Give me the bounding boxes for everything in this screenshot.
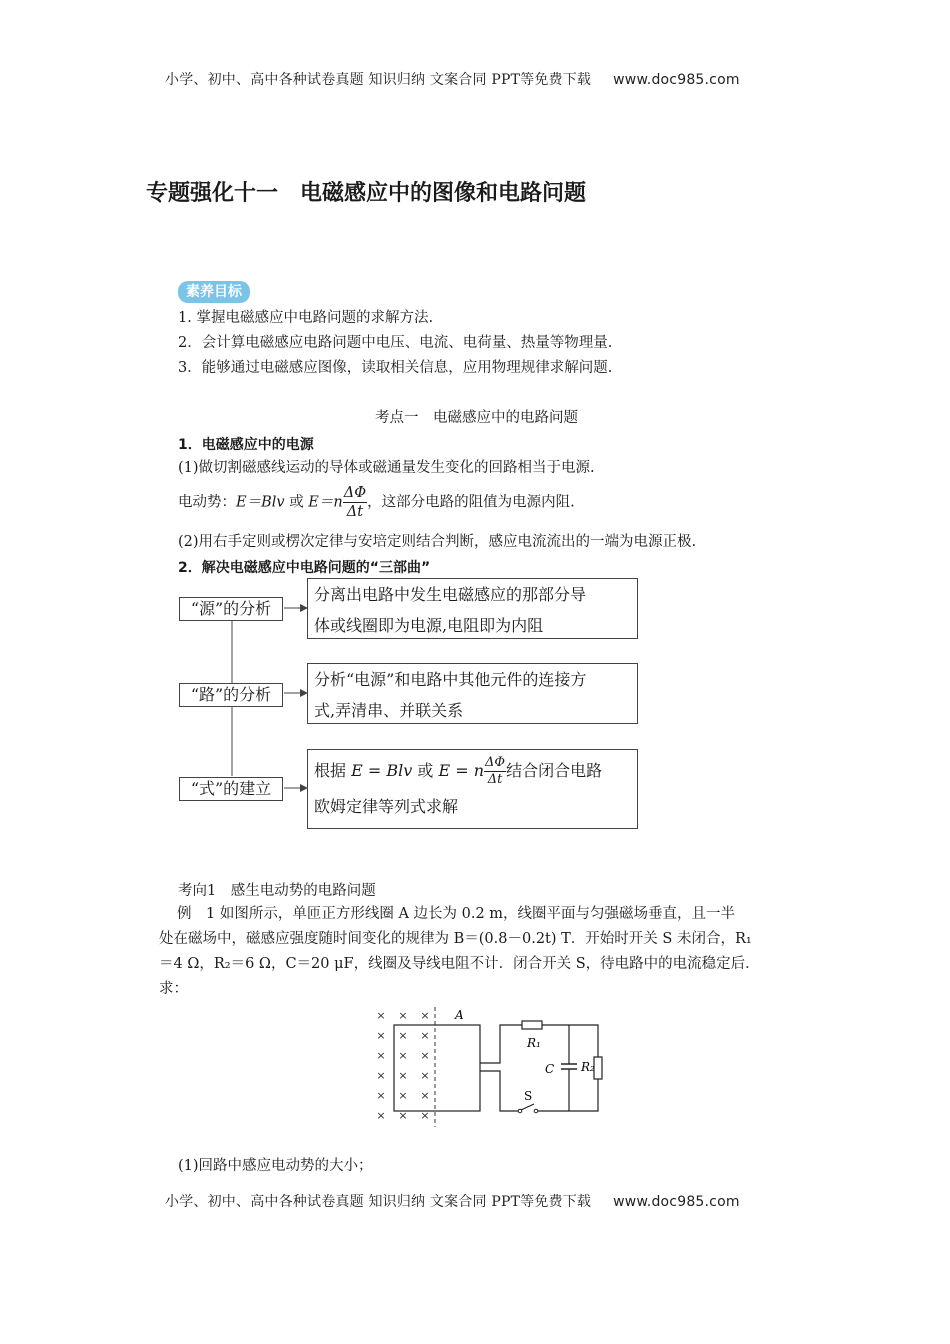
field-x-mark: × [420,1009,430,1022]
header-text: 小学、初中、高中各种试卷真题 知识归纳 文案合同 PPT等免费下载 [165,72,592,88]
section1-line3: (2)用右手定则或楞次定律与安培定则结合判断，感应电流流出的一端为电源正极. [178,534,697,550]
flow-right-3-line-2: 欧姆定律等列式求解 [314,797,459,816]
emf-or: 或 [289,494,304,511]
emf-prefix: 电动势： [178,494,236,511]
emf-fraction [343,484,367,521]
field-x-mark: × [398,1009,408,1022]
page-footer [165,1191,740,1211]
resistor-R1 [522,1021,542,1029]
frac-numerator: ΔΦ [343,485,367,501]
flow-left-box-1: “源”的分析 [179,597,283,621]
field-x-mark: × [376,1069,386,1082]
s-label: S [524,1089,533,1103]
flow-right-1-line-2: 体或线圈即为电源,电阻即为内阻 [314,616,544,635]
flow-right-box-2 [307,663,638,724]
footer-text: 小学、初中、高中各种试卷真题 知识归纳 文案合同 PPT等免费下载 [165,1194,592,1210]
field-x-mark: × [376,1049,386,1062]
field-x-mark: × [420,1029,430,1042]
example-text [159,902,849,1002]
footer-url[interactable]: www.doc985.com [613,1194,740,1210]
flow-right-3-formula-2: E = n [438,761,485,780]
section2-heading: 2．解决电磁感应中电路问题的“三部曲” [178,560,431,576]
field-x-mark: × [420,1069,430,1082]
c-label: C [545,1062,555,1076]
flow-right-2-line-1: 分析“电源”和电路中其他元件的连接方 [314,670,587,689]
wire-bottom-right [569,1079,598,1111]
emf-formula-2: E＝n [308,494,343,511]
goals-badge: 素养目标 [178,281,250,303]
flow-left-box-3: “式”的建立 [179,777,283,801]
circuit-svg [370,1005,610,1130]
flow-frac-numerator: ΔΦ [485,755,506,770]
field-x-mark: × [420,1049,430,1062]
field-x-mark: × [376,1009,386,1022]
field-x-mark: × [398,1109,408,1122]
flow-arrowhead-3 [300,784,308,792]
flow-arrowhead-2 [300,689,308,697]
goal-item-1: 1. 掌握电磁感应中电路问题的求解方法. [178,310,434,326]
example-line-4: 求： [159,981,188,997]
field-x-mark: × [398,1069,408,1082]
question-1: (1)回路中感应电动势的大小； [178,1158,373,1174]
flow-right-3-line-1 [314,750,631,792]
kaoxiang-title: 考向1 感生电动势的电路问题 [178,883,376,899]
flow-right-2-line-2: 式,弄清串、并联关系 [314,701,464,720]
field-x-mark: × [398,1049,408,1062]
goal-item-3: 3．能够通过电磁感应图像，读取相关信息，应用物理规律求解问题. [178,360,613,376]
field-x-mark: × [420,1109,430,1122]
r2-label: R₂ [581,1060,595,1074]
flow-right-1-line-1: 分离出电路中发生电磁感应的那部分导 [314,585,587,604]
resistor-R2 [594,1057,602,1079]
coil-label: A [455,1008,464,1022]
example-line-1: 例 1 如图所示，单匝正方形线圈 A 边长为 0.2 m，线圈平面与匀强磁场垂直，且一半 [177,906,736,922]
emf-formula-1: E＝Blv [236,494,285,511]
example-line-3: ＝4 Ω，R₂＝6 Ω，C＝20 μF，线圈及导线电阻不计．闭合开关 S，待电路中的电流稳定后． [159,956,760,972]
kaodian-title: 考点一 电磁感应中的电路问题 [375,410,578,426]
section1-line1: (1)做切割磁感线运动的导体或磁通量发生变化的回路相当于电源. [178,460,595,476]
wire-top [480,1025,522,1063]
flow-right-3-suffix: 结合闭合电路 [506,761,603,780]
flow-right-3-formula-1: E = Blv [351,761,413,780]
field-x-mark: × [420,1089,430,1102]
section1-heading: 1．电磁感应中的电源 [178,437,314,453]
emf-suffix: ，这部分电路的阻值为电源内阻. [367,494,575,511]
flow-right-3-prefix: 根据 [314,761,352,780]
flow-right-3-fraction [484,755,506,788]
page-title: 专题强化十一 电磁感应中的图像和电路问题 [146,181,587,206]
flow-arrowhead-1 [300,604,308,612]
wire-top-right [542,1025,598,1057]
field-x-mark: × [398,1089,408,1102]
switch-contact-right [534,1109,538,1113]
flow-right-3-or: 或 [412,761,439,780]
magnetic-field-marks [376,1009,429,1122]
emf-line [178,484,575,521]
frac-denominator: Δt [346,504,364,520]
field-x-mark: × [398,1029,408,1042]
field-x-mark: × [376,1109,386,1122]
field-x-mark: × [376,1089,386,1102]
field-x-mark: × [376,1029,386,1042]
flow-right-box-1 [307,578,638,639]
header-url[interactable]: www.doc985.com [613,72,740,88]
page-header [165,69,740,89]
switch-S-lever [521,1104,534,1110]
r1-label: R₁ [527,1036,541,1050]
flow-right-box-3 [307,749,638,829]
wire-bottom-left [480,1071,518,1111]
flow-left-box-2: “路”的分析 [179,683,283,707]
example-line-2: 处在磁场中，磁感应强度随时间变化的规律为 B＝(0.8－0.2t) T．开始时开关 S 未闭合，R₁ [159,931,752,947]
circuit-figure [370,1005,610,1130]
flow-frac-denominator: Δt [487,772,503,787]
goal-item-2: 2．会计算电磁感应电路问题中电压、电流、电荷量、热量等物理量. [178,335,613,351]
